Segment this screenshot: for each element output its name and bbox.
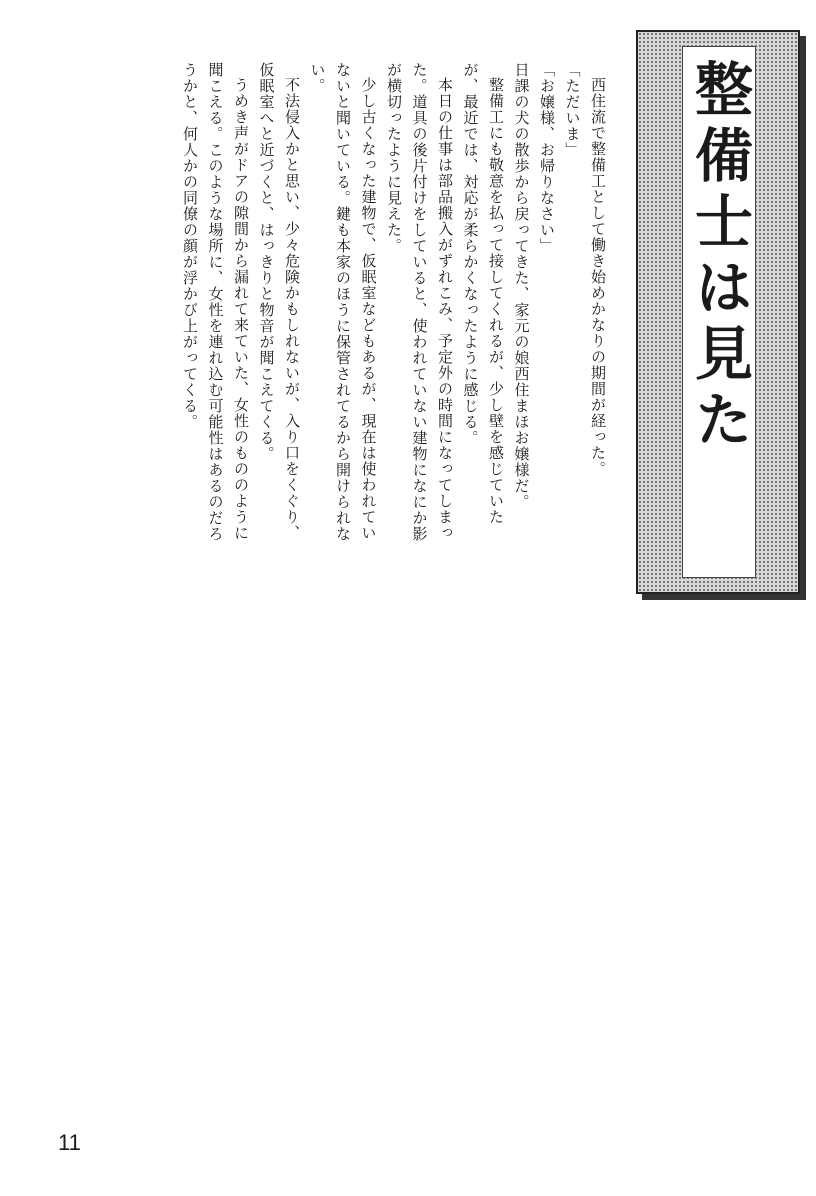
text-line: が、最近では、対応が柔らかくなったように感じる。 [461,62,480,446]
title-box [636,30,800,594]
text-line: 聞こえる。このような場所に、女性を連れ込む可能性はあるのだろ [206,62,225,542]
text-line: ないと聞いている。鍵も本家のほうに保管されてるから開けられな [334,62,352,542]
text-line: うめき声がドアの隙間から漏れて来ていた、女性のもののように [232,77,250,541]
text-line: 「ただいま」 [563,62,582,158]
text-line: 少し古くなった建物で、仮眠室などもあるが、現在は使われてい [359,77,378,541]
text-line: 日課の犬の散歩から戻ってきた、家元の娘西住まほお嬢様だ。 [512,62,531,510]
text-line: 整備工にも敬意を払って接してくれるが、少し壁を感じていた [487,77,505,525]
text-line: い。 [308,62,327,94]
text-line: が横切ったように見えた。 [385,62,403,254]
text-line: 「お嬢様、お帰りなさい」 [538,62,556,254]
text-line: うかと、何人かの同僚の顔が浮かび上がってくる。 [181,62,199,430]
story-title: 整備士は見た [682,46,756,578]
text-line: た。道具の後片付けをしていると、使われていない建物になにか影 [410,62,429,542]
text-line: 本日の仕事は部品搬入がずれこみ、予定外の時間になってしまっ [436,77,454,541]
body-text-top [50,62,610,562]
text-line: 西住流で整備工として働き始めかなりの期間が経った。 [589,77,607,477]
page-number: 11 [58,1130,81,1155]
text-line: 不法侵入かと思い、少々危険かもしれないが、入り口をくぐり、 [283,77,301,541]
text-line: 仮眠室へと近づくと、はっきりと物音が聞こえてくる。 [257,62,276,462]
